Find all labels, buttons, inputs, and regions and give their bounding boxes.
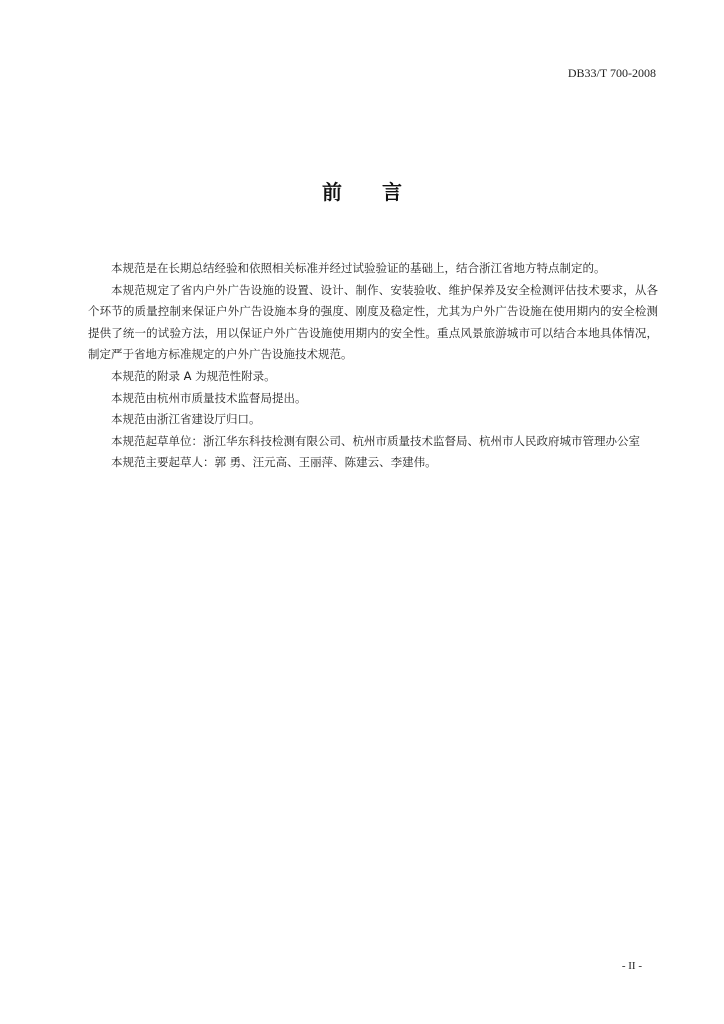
foreword-paragraph-2: 本规范规定了省内户外广告设施的设置、设计、制作、安装验收、维护保养及安全检测评估技术要求，从各个环节的质量控制来保证户外广告设施本身的强度、刚度及稳定性，尤其为户外广告设施在使用期内的安全检测提供了统一的试验方法，用以保证户外广告设施使用期内的安全性。重点风景旅游城市可以结合本地具体情况，制定严于省地方标准规定的户外广告设施技术规范。	[88, 282, 658, 362]
foreword-paragraph-5: 本规范由浙江省建设厅归口。	[111, 412, 261, 427]
page-number: - II -	[621, 960, 642, 972]
page-title-char-1: 前	[322, 180, 342, 204]
standard-code: DB33/T 700-2008	[567, 66, 656, 80]
page-title-char-2: 言	[382, 180, 402, 204]
foreword-paragraph-3: 本规范的附录 A 为规范性附录。	[111, 368, 276, 383]
foreword-body	[88, 258, 658, 474]
foreword-paragraph-7: 本规范主要起草人：郭 勇、汪元高、王丽萍、陈建云、李建伟。	[111, 455, 437, 470]
foreword-paragraph-6: 本规范起草单位：浙江华东科技检测有限公司、杭州市质量技术监督局、杭州市人民政府城市管理办公室	[111, 433, 640, 448]
foreword-paragraph-1: 本规范是在长期总结经验和依照相关标准并经过试验验证的基础上，结合浙江省地方特点制定的。	[111, 261, 606, 275]
page-title	[0, 176, 724, 205]
foreword-paragraph-4: 本规范由杭州市质量技术监督局提出。	[111, 390, 307, 405]
